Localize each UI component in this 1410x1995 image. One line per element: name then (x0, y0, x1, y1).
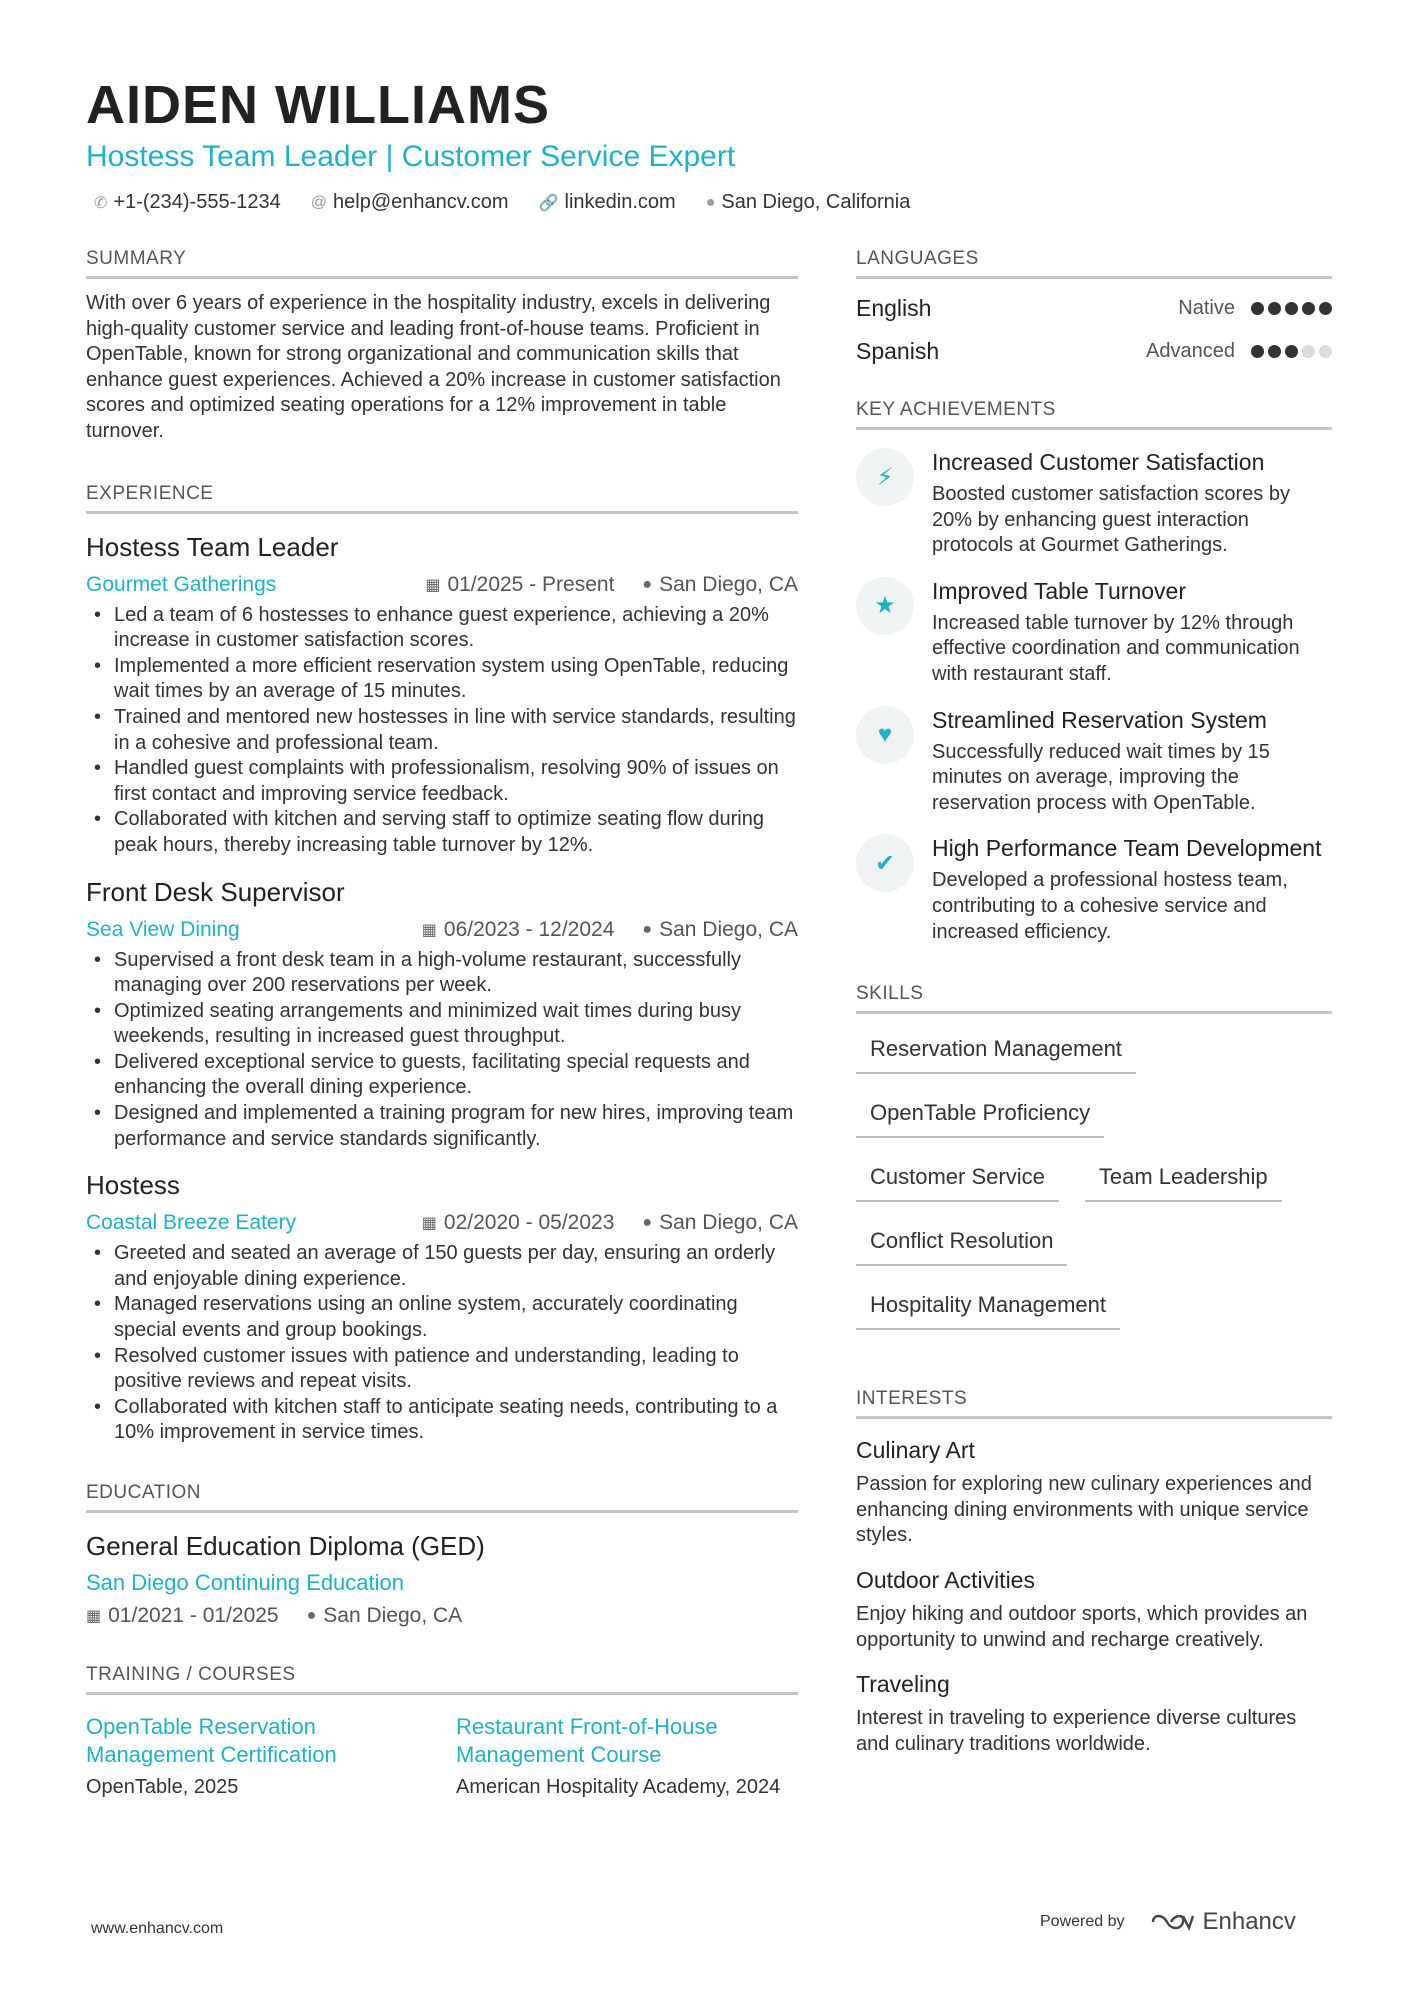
section-title-training: TRAINING / COURSES (86, 1664, 798, 1695)
job-bullet: • Handled guest complaints with professionalism, resolving 90% of issues on first contact and improving service feedback. (86, 756, 798, 807)
star-icon: ★ (856, 577, 914, 635)
section-title-education: EDUCATION (86, 1482, 798, 1513)
interest-item (856, 1567, 1332, 1653)
brand-name: Enhancv (1202, 1908, 1296, 1935)
lightning-icon: ⚡ (856, 448, 914, 506)
skill-list (856, 1032, 1332, 1330)
job-title: Hostess (86, 1170, 180, 1201)
at-icon: @ (310, 193, 327, 211)
job-location-text: San Diego, CA (659, 572, 798, 596)
contact-bar (94, 191, 910, 214)
contact-email-text: help@enhancv.com (333, 191, 509, 213)
job-bullet: • Implemented a more efficient reservation system using OpenTable, reducing wait times by an average of 15 minutes. (86, 654, 798, 705)
job-location-text: San Diego, CA (659, 1211, 798, 1235)
job-bullet: • Collaborated with kitchen and serving staff to optimize seating flow during peak hours, thereby increasing table turnover by 12%. (86, 807, 798, 858)
job-location (642, 573, 798, 597)
course-name: OpenTable Reservation Management Certification (86, 1714, 337, 1767)
candidate-tagline: Hostess Team Leader | Customer Service Expert (86, 140, 736, 173)
job-location (642, 918, 798, 942)
job-bullets (86, 1241, 798, 1446)
job-company: Gourmet Gatherings (86, 572, 277, 596)
language-level: Native (1178, 297, 1235, 319)
contact-email[interactable] (311, 191, 509, 214)
interest-title: Traveling (856, 1671, 950, 1698)
phone-icon: ✆ (94, 194, 108, 212)
skill-tag: Customer Service (856, 1160, 1059, 1202)
job-entry (86, 877, 798, 1153)
achievement-title: Increased Customer Satisfaction (932, 449, 1265, 475)
job-bullet: • Greeted and seated an average of 150 guests per day, ensuring an orderly and enjoyable dining experience. (86, 1241, 798, 1292)
calendar-icon: ▦ (421, 1215, 437, 1233)
job-title: Front Desk Supervisor (86, 876, 345, 907)
job-bullet: • Led a team of 6 hostesses to enhance guest experience, achieving a 20% increase in customer satisfaction scores. (86, 603, 798, 654)
calendar-icon: ▦ (425, 576, 441, 594)
skill-tag: OpenTable Proficiency (856, 1096, 1104, 1138)
education-section (86, 1482, 798, 1628)
rating-dot-filled (1302, 302, 1315, 315)
job-entry (86, 532, 798, 859)
skill-tag: Team Leadership (1085, 1160, 1282, 1202)
achievement-body (932, 448, 1332, 559)
rating-dot-filled (1285, 302, 1298, 315)
contact-phone-text: +1-(234)-555-1234 (113, 191, 281, 213)
language-level: Advanced (1146, 340, 1235, 362)
language-row (856, 295, 1332, 322)
rating-dot-filled (1319, 302, 1332, 315)
job-bullet: • Trained and mentored new hostesses in line with service standards, resulting in a cohesive and professional team. (86, 705, 798, 756)
achievement-desc: Increased table turnover by 12% through effective coordination and communication with restaurant staff. (932, 611, 1300, 685)
interest-desc: Passion for exploring new culinary experiences and enhancing dining environments with unique service styles. (856, 1473, 1312, 1547)
job-bullet: • Resolved customer issues with patience and understanding, leading to positive reviews and repeat visits. (86, 1344, 798, 1395)
achievement-body (932, 577, 1332, 688)
job-dates (422, 1211, 615, 1235)
achievement-desc: Successfully reduced wait times by 15 minutes on average, improving the reservation process with OpenTable. (932, 740, 1270, 814)
rating-dot-filled (1268, 345, 1281, 358)
achievement-title: High Performance Team Development (932, 835, 1322, 862)
job-bullet: • Delivered exceptional service to guests, facilitating special requests and enhancing the overall dining experience. (86, 1050, 798, 1101)
course-item (456, 1713, 796, 1801)
job-bullets (86, 603, 798, 859)
language-rating (1251, 302, 1332, 315)
course-list (86, 1713, 798, 1801)
contact-linkedin[interactable] (539, 191, 676, 214)
rating-dot-filled (1285, 345, 1298, 358)
footer-brand (1040, 1908, 1296, 1936)
interest-desc: Enjoy hiking and outdoor sports, which provides an opportunity to unwind and recharge creatively. (856, 1602, 1308, 1651)
job-bullets (86, 948, 798, 1153)
job-dates-text: 06/2023 - 12/2024 (443, 917, 615, 941)
skill-tag: Reservation Management (856, 1032, 1136, 1074)
course-org: OpenTable, 2025 (86, 1776, 239, 1798)
enhancv-logo-icon (1149, 1910, 1195, 1934)
rating-dot-filled (1268, 302, 1281, 315)
job-title: Hostess Team Leader (86, 531, 339, 562)
job-dates-text: 02/2020 - 05/2023 (443, 1211, 615, 1235)
language-row (856, 338, 1332, 365)
job-company: Sea View Dining (86, 917, 240, 941)
contact-linkedin-text: linkedin.com (564, 191, 676, 213)
job-entry (86, 1170, 798, 1446)
calendar-icon: ▦ (86, 1608, 102, 1625)
summary-text: With over 6 years of experience in the hospitality industry, excels in delivering high-quality customer service and leading front-of-house teams. Proficient in OpenTable, known for strong organizational and communication skills that enhance guest experiences. Achieved a 20% increase in customer satisfaction scores and optimized seating operations for a 12% improvement in table turnover. (86, 292, 781, 442)
interest-title: Culinary Art (856, 1437, 975, 1464)
achievement-desc: Boosted customer satisfaction scores by 20% by enhancing guest interaction protocols at Gourmet Gatherings. (932, 483, 1290, 557)
contact-phone[interactable] (94, 191, 281, 214)
achievement-item (856, 706, 1332, 817)
location-icon: ● (306, 1607, 317, 1624)
location-icon: ● (705, 193, 716, 211)
rating-dot-empty (1302, 345, 1315, 358)
job-bullet: • Collaborated with kitchen staff to anticipate seating needs, contributing to a 10% improvement in service times. (86, 1395, 798, 1446)
skill-tag: Conflict Resolution (856, 1224, 1067, 1266)
experience-section (86, 483, 798, 1446)
education-dates-text: 01/2021 - 01/2025 (108, 1604, 279, 1627)
languages-section (856, 248, 1332, 365)
achievement-body (932, 706, 1332, 817)
job-bullet: • Designed and implemented a training program for new hires, improving team performance and service standards significantly. (86, 1101, 798, 1152)
section-title-skills: SKILLS (856, 983, 1332, 1014)
education-location-text: San Diego, CA (323, 1604, 463, 1627)
achievement-item (856, 448, 1332, 559)
interest-desc: Interest in traveling to experience diverse cultures and culinary traditions worldwide. (856, 1707, 1297, 1755)
section-title-interests: INTERESTS (856, 1388, 1332, 1419)
language-name: English (856, 295, 932, 321)
powered-by-label: Powered by (1040, 1913, 1125, 1930)
brand-logo[interactable] (1149, 1908, 1296, 1936)
education-school: San Diego Continuing Education (86, 1570, 405, 1595)
contact-location (706, 191, 911, 214)
section-title-achievements: KEY ACHIEVEMENTS (856, 399, 1332, 430)
achievement-body (932, 834, 1332, 945)
location-icon: ● (642, 1214, 653, 1232)
education-location (307, 1604, 463, 1628)
education-meta (86, 1604, 798, 1628)
achievement-desc: Developed a professional hostess team, contributing to a cohesive service and increased efficiency. (932, 869, 1288, 943)
skill-tag: Hospitality Management (856, 1288, 1120, 1330)
interest-title: Outdoor Activities (856, 1566, 1035, 1593)
achievements-section (856, 399, 1332, 945)
language-rating (1251, 345, 1332, 358)
location-icon: ● (642, 575, 653, 593)
job-dates (422, 918, 615, 942)
job-bullet: • Supervised a front desk team in a high-volume restaurant, successfully managing over 200 reservations per week. (86, 948, 798, 999)
course-name: Restaurant Front-of-House Management Course (456, 1714, 718, 1767)
education-dates (86, 1604, 279, 1628)
course-org: American Hospitality Academy, 2024 (456, 1776, 781, 1798)
job-meta (86, 918, 798, 942)
job-dates (425, 573, 614, 597)
job-dates-text: 01/2025 - Present (447, 572, 615, 596)
job-location (642, 1211, 798, 1235)
rating-dot-empty (1319, 345, 1332, 358)
candidate-name: AIDEN WILLIAMS (86, 75, 550, 135)
link-icon: 🔗 (538, 194, 559, 212)
summary-section (86, 248, 798, 445)
education-degree: General Education Diploma (GED) (86, 1531, 485, 1561)
heart-icon: ♥ (856, 706, 914, 764)
job-bullet: • Optimized seating arrangements and minimized wait times during busy weekends, resulting in increased guest throughput. (86, 999, 798, 1050)
job-meta (86, 573, 798, 597)
skills-section (856, 983, 1332, 1330)
interests-section (856, 1388, 1332, 1757)
right-column (856, 248, 1332, 1757)
section-title-summary: SUMMARY (86, 248, 798, 279)
footer-url[interactable]: www.enhancv.com (91, 1920, 224, 1937)
achievement-item (856, 577, 1332, 688)
section-title-experience: EXPERIENCE (86, 483, 798, 514)
job-company: Coastal Breeze Eatery (86, 1211, 297, 1235)
rating-dot-filled (1251, 345, 1264, 358)
achievement-title: Streamlined Reservation System (932, 706, 1267, 733)
job-bullet: • Managed reservations using an online system, accurately coordinating special events and group bookings. (86, 1292, 798, 1343)
rating-dot-filled (1251, 302, 1264, 315)
interest-item (856, 1437, 1332, 1549)
interest-item (856, 1671, 1332, 1757)
calendar-icon: ▦ (421, 921, 437, 939)
job-meta (86, 1211, 798, 1235)
achievement-item (856, 834, 1332, 945)
language-name: Spanish (856, 338, 940, 364)
job-location-text: San Diego, CA (659, 917, 798, 941)
check-icon: ✔ (856, 834, 914, 892)
section-title-languages: LANGUAGES (856, 248, 1332, 279)
location-icon: ● (642, 920, 653, 938)
training-section (86, 1664, 798, 1801)
left-column (86, 248, 798, 1801)
contact-location-text: San Diego, California (721, 191, 911, 213)
course-item (86, 1713, 426, 1801)
achievement-title: Improved Table Turnover (932, 577, 1186, 604)
